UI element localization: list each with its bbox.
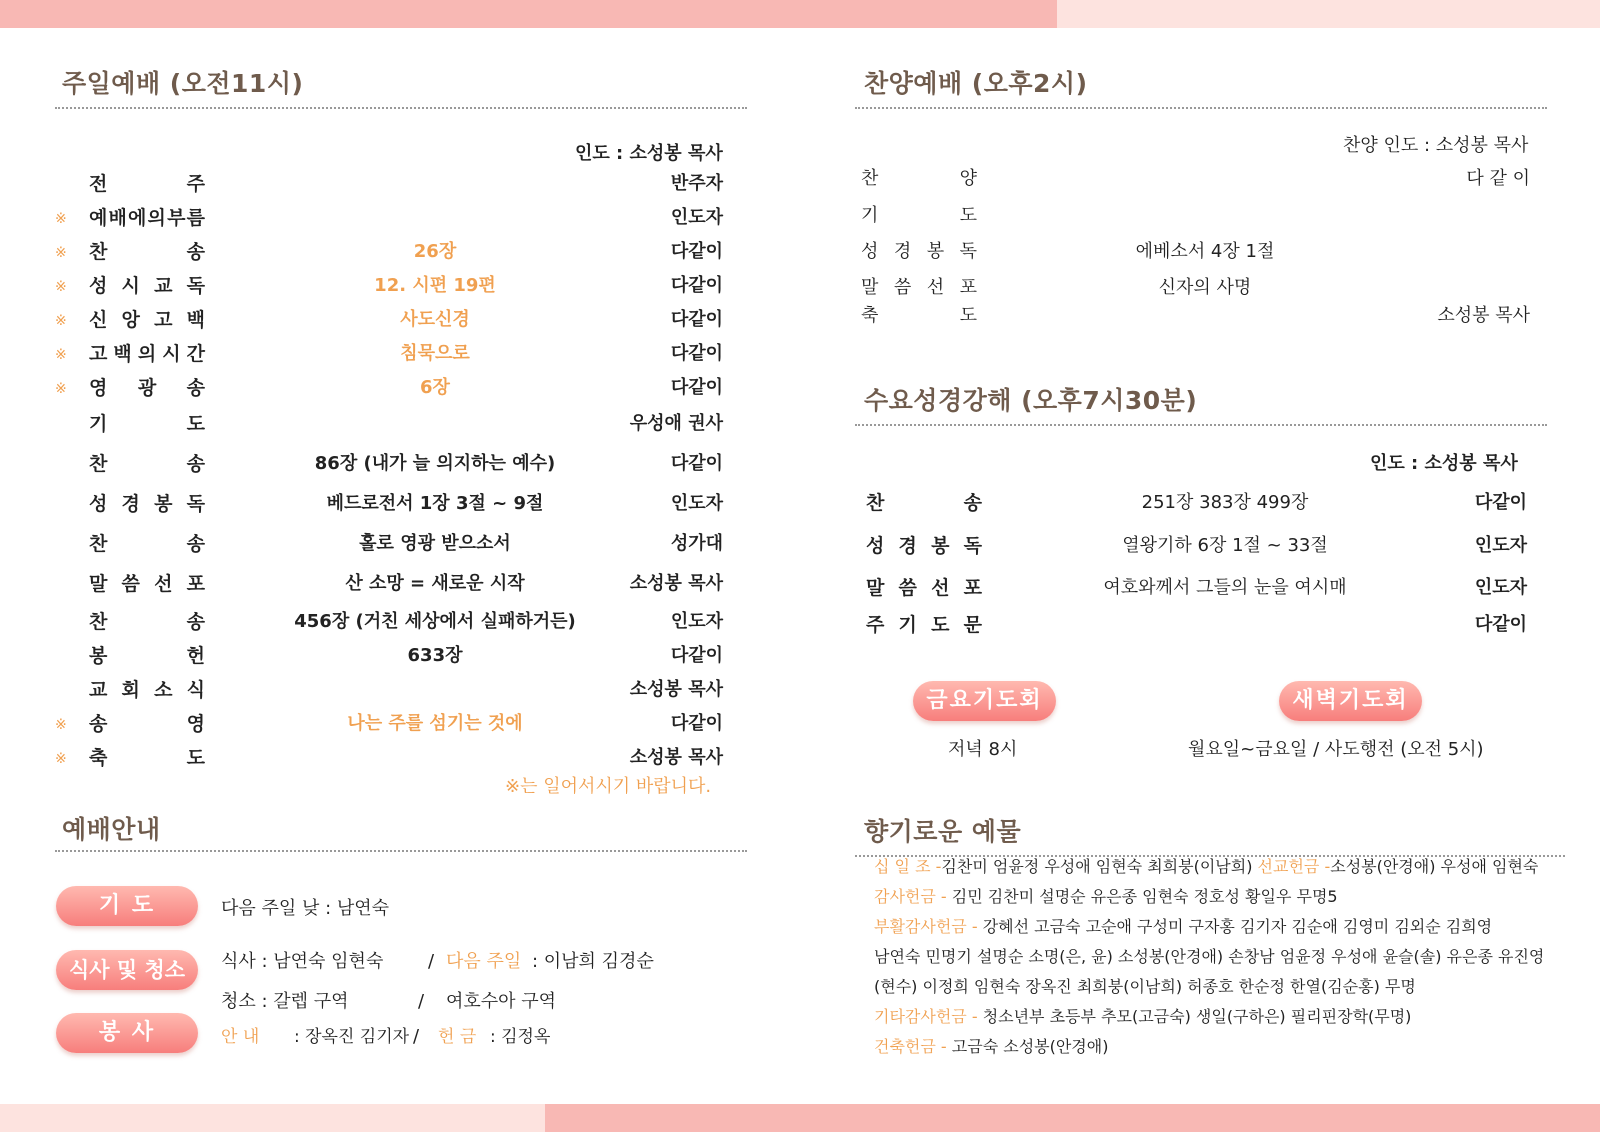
sunday-item-label-char: 전 [89,173,108,195]
offering-category: 감사헌금 - [874,887,952,906]
sunday-item-label-char: 간 [186,343,205,365]
service-pill: 봉 사 [56,1013,198,1053]
sunday-item-label [89,679,205,701]
sunday-item-label-char: 찬 [89,533,108,555]
sunday-item-label-char: 고 [89,343,108,365]
wednesday-item-label-char: 찬 [866,492,885,514]
sunday-item-label-char: 찬 [89,611,108,633]
sunday-item-label [89,309,205,331]
offerings-title: 향기로운 예물 [864,817,1022,846]
sunday-item-label [89,377,205,399]
sunday-item-label-char: 씀 [121,573,140,595]
sunday-item-label-char: 포 [186,573,205,595]
praise-item-label [861,205,977,227]
sunday-item-detail: 26장 [413,241,457,262]
praise-item-label-char: 도 [959,205,977,226]
sunday-item-label-char: 앙 [121,309,140,331]
sunday-item-leader: 반주자 [670,173,723,194]
bottom-bar-right [545,1104,1600,1132]
sunday-item-label-char: 성 [89,275,108,297]
offering-line [874,946,1544,968]
praise-item-detail: 신자의 사명 [1158,277,1252,298]
praise-item-leader: 다 같 이 [1466,168,1530,189]
praise-item-label [861,305,977,327]
sunday-item-label [89,747,205,769]
sunday-item-leader: 인도자 [670,207,723,228]
praise-item-label-char: 찬 [861,168,879,189]
praise-item-label-char: 성 [861,241,879,262]
wednesday-item-label-char: 독 [963,535,982,557]
sunday-item-label [89,453,205,475]
sunday-item-label-char: 백 [186,309,205,331]
sunday-item-label-char: 도 [186,413,205,435]
sunday-item-label [89,207,205,229]
wednesday-item-leader: 인도자 [1474,535,1527,556]
sunday-item-leader: 다같이 [670,377,723,398]
wednesday-item-label-char: 성 [866,535,885,557]
sunday-item-label-char: 성 [89,493,108,515]
praise-item-leader: 소성봉 목사 [1437,305,1530,326]
sunday-item-detail: 456장 (거친 세상에서 실패하거든) [294,611,576,632]
offering-category: 십 일 조 - [874,857,942,876]
praise-item-label-char: 선 [926,277,945,298]
sunday-item-label-char: 기 [89,413,108,435]
stand-mark: ※ [55,313,67,329]
sunday-item-label [89,241,205,263]
sunday-item-label-char: 송 [186,453,205,475]
sunday-item-label-char: 축 [89,747,108,769]
offering-names: 김민 김찬미 설명순 유은종 임현숙 정호성 황일우 무명5 [951,887,1338,906]
sunday-item-detail: 6장 [420,377,450,398]
service-separator: / [413,1026,420,1047]
sunday-item-label [89,573,205,595]
sunday-item-leader: 인도자 [670,493,723,514]
sunday-item-label-char: 광 [137,377,157,399]
wednesday-item-label-char: 경 [898,535,917,557]
friday-prayer-pill: 금요기도회 [913,681,1056,721]
sunday-item-label-char: 독 [186,275,205,297]
sunday-item-label-char: 선 [154,573,173,595]
sunday-item-label-char: 교 [89,679,108,701]
meal-separator: / [428,951,435,972]
sunday-item-label-char: 헌 [186,645,205,667]
dawn-prayer-pill: 새벽기도회 [1279,681,1422,721]
wednesday-item-label-char: 기 [898,614,917,636]
offering-label: 헌 금 [438,1027,477,1047]
usher-label: 안 내 [221,1027,260,1047]
sunday-item-label-char: 소 [154,679,173,701]
sunday-item-label-char: 에 [128,207,147,229]
sunday-item-label-char: 봉 [154,493,173,515]
wednesday-item-label [866,535,982,557]
wednesday-item-label-char: 포 [963,577,982,599]
sunday-item-label-char: 찬 [89,241,108,263]
praise-item-label-char: 포 [959,277,977,298]
sunday-item-label-char: 송 [89,713,108,735]
sunday-item-label-char: 영 [186,713,205,735]
sunday-item-label [89,343,205,365]
offering-line [874,976,1416,998]
sunday-item-label-char: 부 [167,207,186,229]
sunday-item-detail: 베드로전서 1장 3절 ~ 9절 [326,493,544,514]
offering-names: 남연숙 민명기 설명순 소명(은, 윤) 소성봉(안경애) 손창남 엄윤정 우성애 윤슬(솔) 유은종 유진영 [874,947,1545,966]
offering-names: 강혜선 고금숙 고순애 구성미 구자홍 김기자 김순애 김영미 김외순 김희영 [982,917,1493,936]
sunday-item-label-char: 도 [186,747,205,769]
top-bar-left [0,0,1057,28]
meal-text: 식사 : 남연숙 임현숙 [221,951,384,972]
sunday-item-label [89,173,205,195]
praise-item-label-char: 경 [893,241,912,262]
top-bar-right [1057,0,1600,28]
offering-category: 기타감사헌금 - [874,1007,983,1026]
wednesday-item-label-char: 씀 [898,577,917,599]
sunday-item-leader: 다같이 [670,645,723,666]
meal-pill: 식사 및 청소 [56,950,198,990]
wednesday-item-leader: 다같이 [1474,614,1527,635]
sunday-item-leader: 소성봉 목사 [629,679,723,700]
sunday-item-label-char: 영 [89,377,108,399]
wednesday-item-label-char: 말 [866,577,885,599]
offering-line [874,916,1492,938]
offering-names: 소성봉(안경애) 우성애 임현숙 [1330,857,1539,876]
offering-text: : 김정옥 [490,1027,551,1047]
wednesday-item-label-char: 주 [866,614,885,636]
stand-mark: ※ [55,751,67,767]
wednesday-item-leader: 인도자 [1474,577,1527,598]
stand-mark: ※ [55,211,67,227]
sunday-item-label [89,611,205,633]
wednesday-divider [855,424,1547,426]
stand-mark: ※ [55,381,67,397]
wednesday-item-label [866,577,982,599]
stand-mark: ※ [55,279,67,295]
sunday-item-label-char: 송 [186,533,205,555]
friday-prayer-time: 저녁 8시 [948,739,1018,760]
offering-line [874,886,1338,908]
sunday-item-label-char: 독 [186,493,205,515]
sunday-item-detail: 산 소망 = 새로운 시작 [345,573,525,594]
sunday-item-detail: 12. 시편 19편 [374,275,496,296]
sunday-item-leader: 다같이 [670,309,723,330]
sunday-item-leader: 소성봉 목사 [629,747,723,768]
praise-item-label-char: 씀 [893,277,912,298]
wednesday-title: 수요성경강해 (오후7시30분) [864,386,1198,415]
praise-item-label-char: 기 [861,205,879,226]
sunday-item-label [89,275,205,297]
sunday-item-label-char: 송 [186,611,205,633]
sunday-title: 주일예배 (오전11시) [62,69,304,98]
sunday-item-label [89,533,205,555]
offering-category: 건축헌금 - [874,1037,952,1056]
sunday-item-leader: 성가대 [670,533,723,554]
sunday-item-label-char: 시 [162,343,181,365]
clean-text: 청소 : 갈렙 구역 [221,991,349,1012]
stand-mark: ※ [55,717,67,733]
sunday-item-leader: 다같이 [670,241,723,262]
sunday-item-label-char: 경 [121,493,140,515]
sunday-item-label-char: 신 [89,309,108,331]
sunday-item-label [89,493,205,515]
sunday-item-label-char: 름 [186,207,205,229]
wednesday-item-label-char: 도 [931,614,950,636]
offering-names: 김찬미 엄윤정 우성애 임현숙 최희붕(이남희) [941,857,1253,876]
praise-divider [855,107,1547,109]
praise-leader: 찬양 인도 : 소성봉 목사 [1343,135,1529,156]
wednesday-item-leader: 다같이 [1474,492,1527,513]
wednesday-item-detail: 251장 383장 499장 [1141,492,1309,513]
sunday-item-label-char: 고 [154,309,173,331]
offering-category: 선교헌금 - [1257,857,1331,876]
clean-text-2: 여호수아 구역 [446,991,557,1012]
sunday-item-detail: 86장 (내가 늘 의지하는 예수) [314,453,556,474]
sunday-item-detail: 나는 주를 섬기는 것에 [347,713,523,734]
usher-text: : 장옥진 김기자 [294,1027,410,1047]
sunday-leader: 인도 : 소성봉 목사 [575,143,723,164]
offering-category: 부활감사헌금 - [874,917,983,936]
praise-item-label-char: 봉 [926,241,945,262]
sunday-item-label-char: 의 [137,343,157,365]
offering-line [874,1006,1411,1028]
sunday-item-detail: 633장 [407,645,463,666]
stand-mark: ※ [55,245,67,261]
sunday-item-label-char: 봉 [89,645,108,667]
prayer-text: 다음 주일 낮 : 남연숙 [221,898,390,919]
sunday-item-leader: 다같이 [670,343,723,364]
sunday-item-label-char: 회 [121,679,140,701]
wednesday-item-label-char: 선 [931,577,950,599]
guide-divider [55,850,747,852]
sunday-item-label-char: 주 [186,173,205,195]
offering-names: 청소년부 초등부 추모(고금숙) 생일(구하은) 필리핀장학(무명) [982,1007,1412,1026]
offering-names: (현수) 이정희 임현숙 장옥진 최희붕(이남희) 허종호 한순정 한열(김순홍) 무명 [874,977,1416,996]
offering-line [874,1036,1108,1058]
offering-line [874,856,1538,878]
praise-item-label-char: 말 [861,277,879,298]
sunday-item-label [89,413,205,435]
praise-item-label-char: 축 [861,305,879,326]
sunday-item-leader: 다같이 [670,453,723,474]
stand-mark: ※ [55,347,67,363]
offering-names: 고금숙 소성봉(안경애) [951,1037,1109,1056]
sunday-item-label-char: 찬 [89,453,108,475]
sunday-item-leader: 다같이 [670,275,723,296]
sunday-item-label-char: 교 [154,275,173,297]
bottom-bar-left [0,1104,545,1132]
sunday-item-label-char: 백 [113,343,132,365]
sunday-item-label-char: 시 [121,275,140,297]
sunday-item-label [89,713,205,735]
wednesday-item-label-char: 송 [963,492,982,514]
prayer-pill: 기 도 [56,886,198,926]
praise-item-label [861,241,977,263]
wednesday-item-label-char: 문 [963,614,982,636]
sunday-item-label-char: 말 [89,573,108,595]
sunday-item-leader: 인도자 [670,611,723,632]
sunday-item-label-char: 식 [186,679,205,701]
wednesday-leader: 인도 : 소성봉 목사 [1370,453,1518,474]
wednesday-item-label [866,614,982,636]
wednesday-item-label [866,492,982,514]
sunday-item-label-char: 예 [89,207,108,229]
wednesday-item-detail: 여호와께서 그들의 눈을 여시매 [1103,577,1347,598]
clean-separator: / [418,991,425,1012]
sunday-item-label [89,645,205,667]
sunday-item-label-char: 송 [186,241,205,263]
sunday-item-leader: 다같이 [670,713,723,734]
guide-title: 예배안내 [62,815,161,844]
sunday-item-detail: 사도신경 [400,309,470,330]
praise-item-label-char: 도 [959,305,977,326]
praise-item-detail: 에베소서 4장 1절 [1135,241,1275,262]
sunday-item-leader: 우성애 권사 [629,413,723,434]
sunday-item-label-char: 배 [108,207,127,229]
next-sunday-label: 다음 주일 [446,951,522,972]
sunday-item-detail: 침묵으로 [400,343,470,364]
dawn-prayer-time: 월요일~금요일 / 사도행전 (오전 5시) [1188,739,1484,760]
wednesday-item-detail: 열왕기하 6장 1절 ~ 33절 [1122,535,1328,556]
sunday-item-detail: 홀로 영광 받으소서 [359,533,511,554]
sunday-divider [55,107,747,109]
praise-item-label-char: 독 [959,241,977,262]
wednesday-item-label-char: 봉 [931,535,950,557]
standing-note: ※는 일어서시기 바랍니다. [505,776,712,797]
sunday-item-leader: 소성봉 목사 [629,573,723,594]
next-sunday-text: : 이남희 김경순 [532,951,654,972]
praise-title: 찬양예배 (오후2시) [864,69,1088,98]
praise-item-label-char: 양 [959,168,977,189]
praise-item-label [861,277,977,299]
praise-item-label [861,168,977,190]
sunday-item-label-char: 의 [147,207,166,229]
sunday-item-label-char: 송 [186,377,205,399]
